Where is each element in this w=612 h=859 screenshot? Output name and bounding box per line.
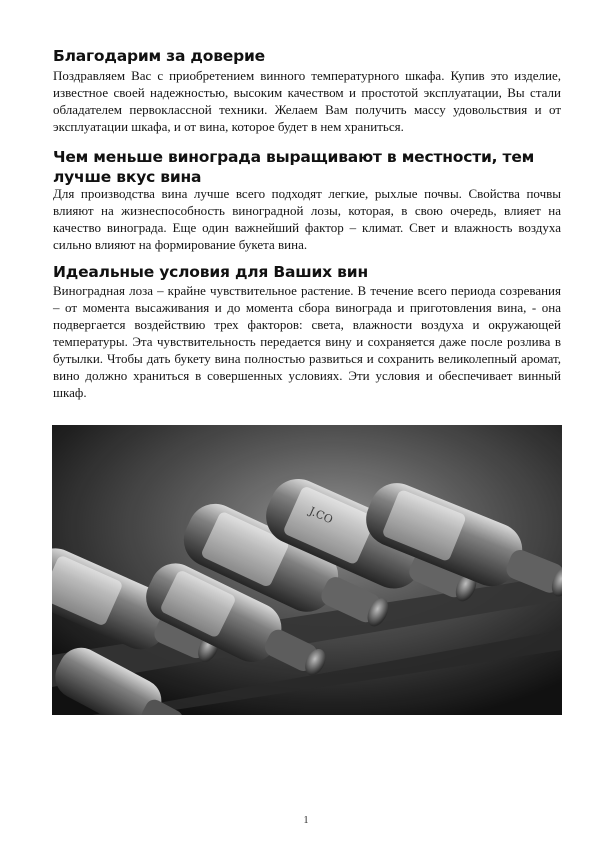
section-heading-trust: Благодарим за доверие — [53, 47, 265, 65]
bottle-label-text: J.CO — [307, 504, 335, 527]
wine-bottles-photo — [52, 425, 562, 715]
section-text-trust: Поздравляем Вас с приобретением винного температурного шкафа. Купив это изделие, известное своей надежностью, высоким качеством и простотой эксплуатации, Вы стали обладателем первоклассной техники. Желаем Вам получить массу удовольствия и от эксплуатации шкафа, и от вина, которое будет в нем храниться. — [53, 68, 561, 134]
section-heading-grapes: Чем меньше винограда выращивают в местности, тем лучше вкус вина — [53, 148, 535, 186]
section-text-conditions: Виноградная лоза – крайне чувствительное растение. В течение всего периода созревания – от момента высаживания и до момента сбора винограда и приготовления вина, - она подвергается воздействию трех факторов: света, влажности воздуха и окружающей температуры. Эта чувствительность передается вину и сохраняется даже после розлива в бутылки. Чтобы дать букету вина полностью развиться и сохранить великолепный аромат, вино должно храниться в совершенных условиях. Эти условия и обеспечивает винный шкаф. — [53, 283, 561, 400]
section-heading-conditions: Идеальные условия для Ваших вин — [53, 263, 368, 281]
section-text-grapes: Для производства вина лучше всего подходят легкие, рыхлые почвы. Свойства почвы влияют на жизнеспособность виноградной лозы, которая, в свою очередь, влияет на качество винограда. Еще один важнейший фактор – климат. Свет и влажность воздуха сильно влияют на формирование букета вина. — [53, 186, 561, 252]
page-number: 1 — [303, 815, 309, 826]
